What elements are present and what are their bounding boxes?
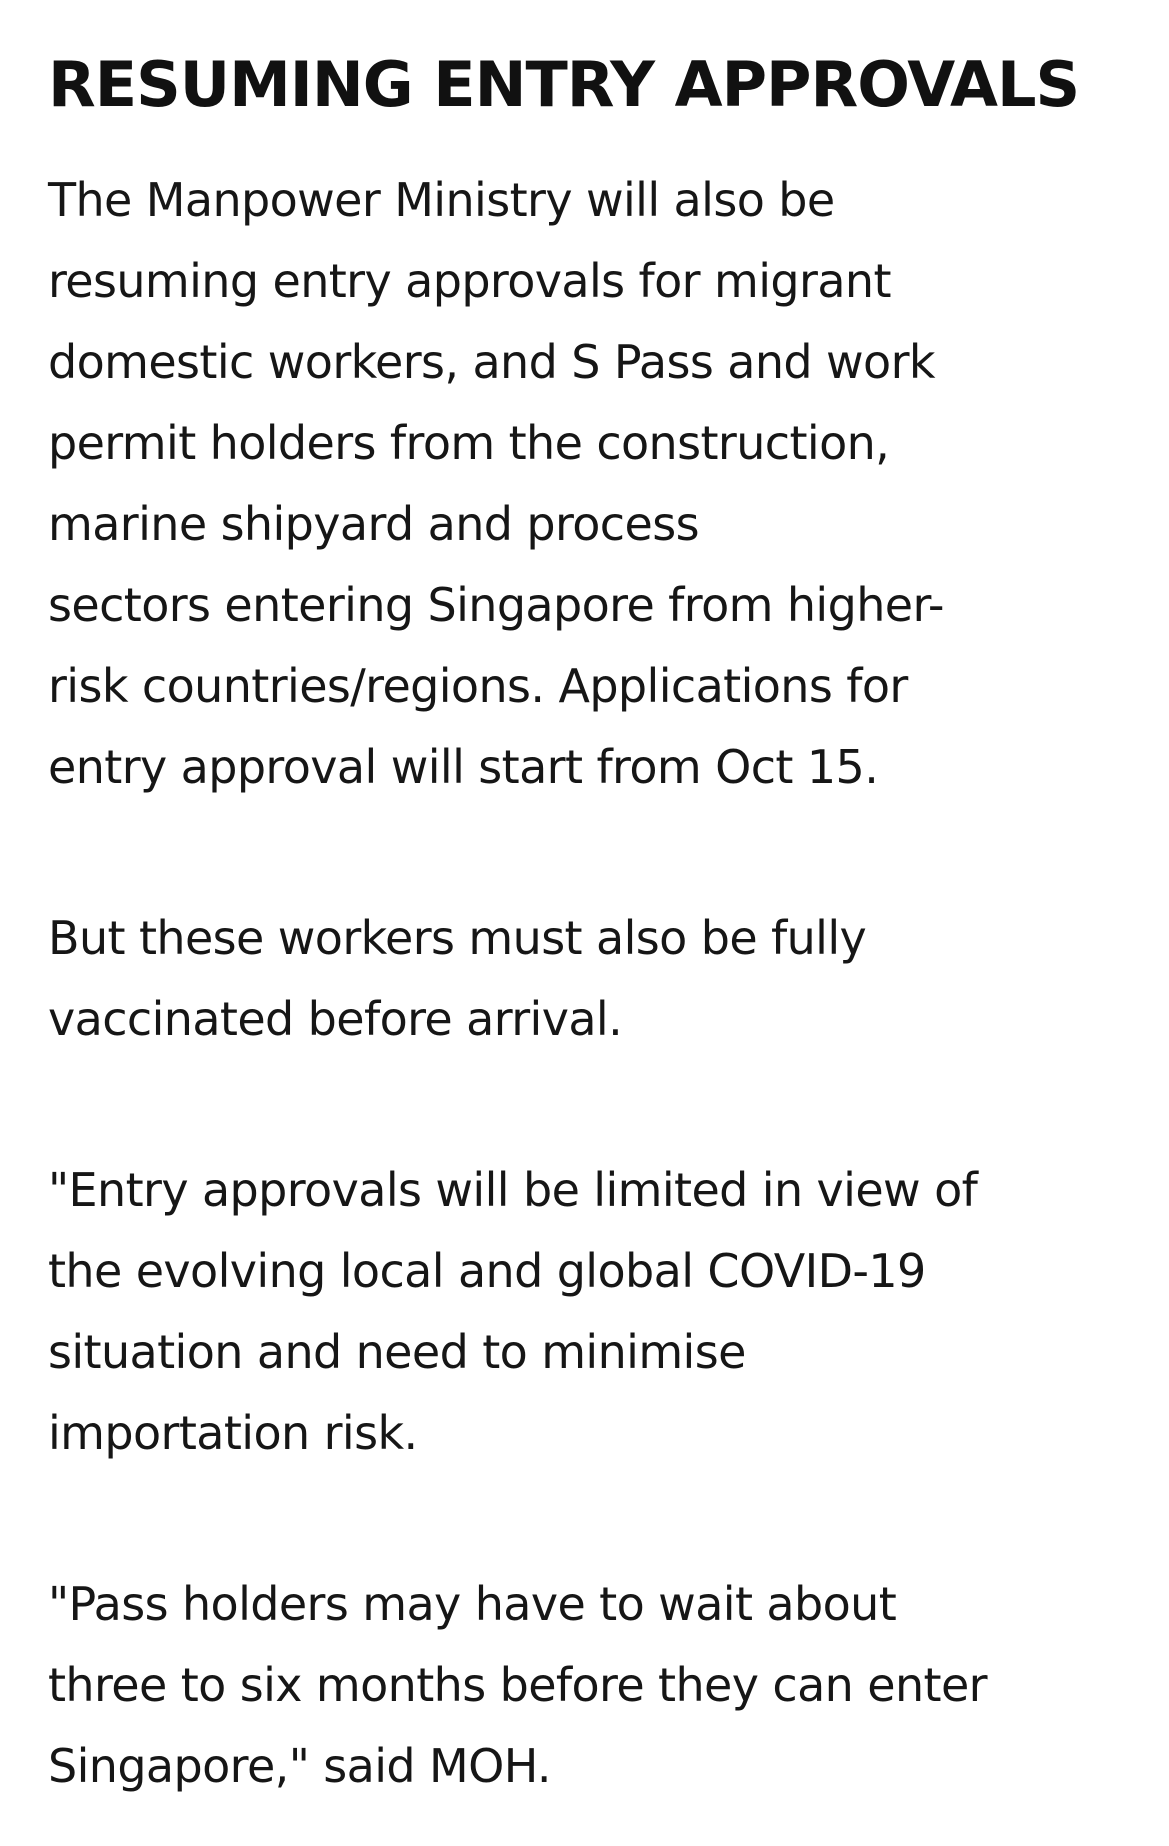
paragraph-line: The Manpower Ministry will also be	[48, 173, 835, 227]
paragraph-line: But these workers must also be fully	[48, 911, 867, 965]
paragraph-line: sectors entering Singapore from higher-	[48, 578, 944, 632]
paragraph-line: domestic workers, and S Pass and work	[48, 335, 935, 389]
article-headline: RESUMING ENTRY APPROVALS	[48, 48, 1080, 121]
paragraph-line: Singapore," said MOH.	[48, 1739, 551, 1793]
paragraph-line: entry approval will start from Oct 15.	[48, 740, 879, 794]
paragraph-line: "Pass holders may have to wait about	[48, 1577, 897, 1631]
paragraph-line: situation and need to minimise	[48, 1325, 746, 1379]
paragraph-vaccination	[48, 898, 1138, 1060]
paragraph-entry-approvals	[48, 160, 1138, 808]
paragraph-line: three to six months before they can enter	[48, 1658, 987, 1712]
paragraph-line: resuming entry approvals for migrant	[48, 254, 891, 308]
paragraph-limited-approvals-quote	[48, 1150, 1138, 1474]
paragraph-line: importation risk.	[48, 1406, 418, 1460]
paragraph-line: marine shipyard and process	[48, 497, 699, 551]
paragraph-line: the evolving local and global COVID-19	[48, 1244, 926, 1298]
paragraph-line: vaccinated before arrival.	[48, 992, 623, 1046]
paragraph-waiting-time-quote	[48, 1564, 1138, 1807]
paragraph-line: "Entry approvals will be limited in view of	[48, 1163, 978, 1217]
paragraph-line: permit holders from the construction,	[48, 416, 890, 470]
paragraph-line: risk countries/regions. Applications for	[48, 659, 908, 713]
article	[48, 40, 1138, 1807]
